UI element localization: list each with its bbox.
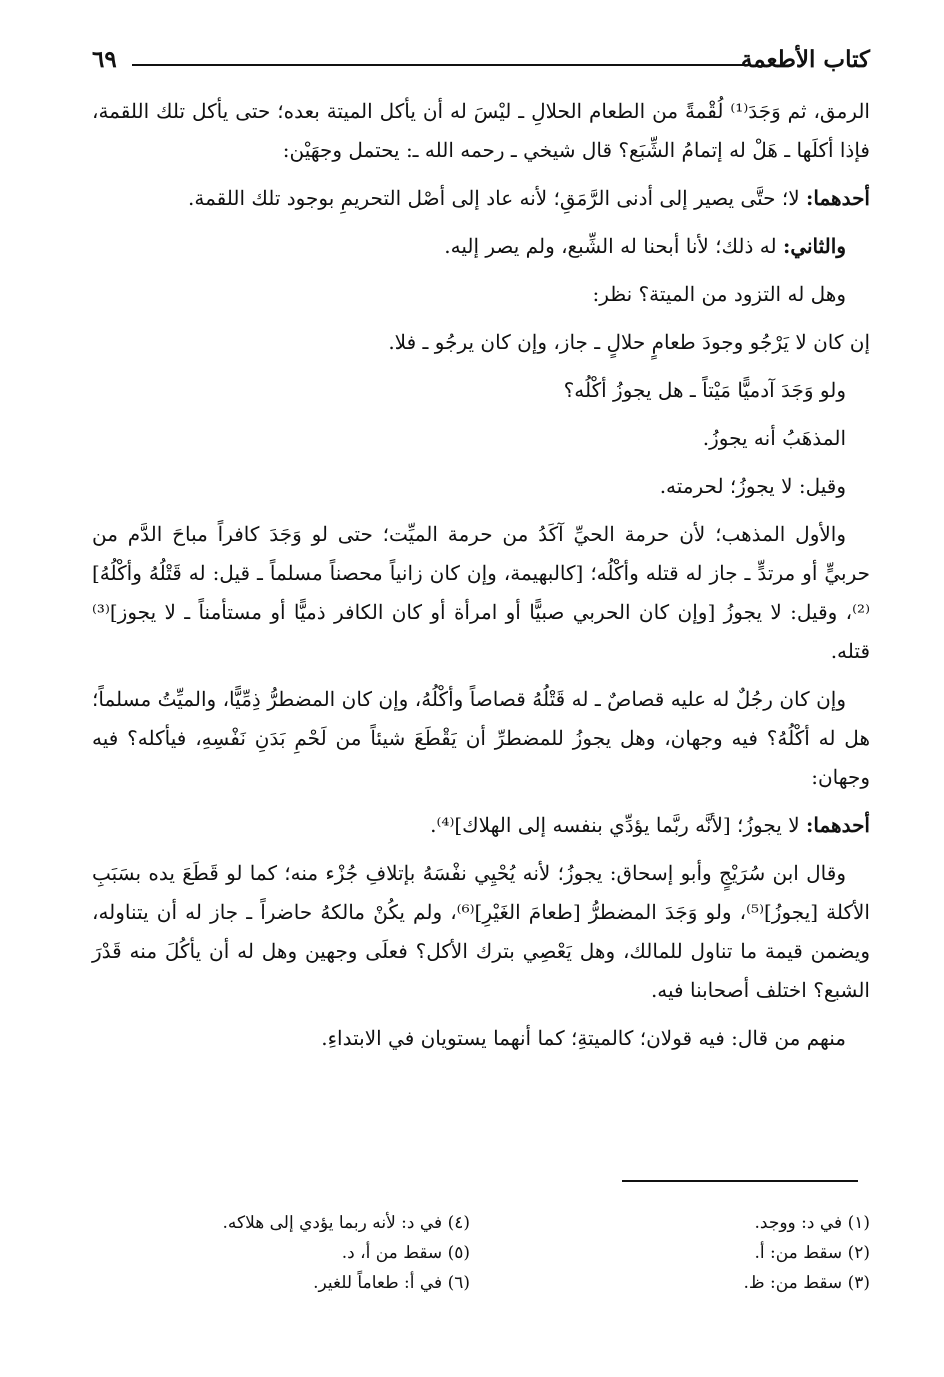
footnote-separator (622, 1180, 858, 1182)
paragraph-6: ولو وَجَدَ آدميًّا مَيْتاً ـ هل يجوزُ أكْلُه؟ (563, 378, 846, 402)
paragraph-13: منهم من قال: فيه قولان؛ كالميتةِ؛ كما أنهما يستويان في الابتداءِ. (321, 1026, 846, 1050)
paragraph-lead: أحدهما: (805, 813, 870, 837)
page-header (92, 40, 870, 80)
paragraph-12: وقال ابن سُرَيْجٍ وأبو إسحاق: يجوزُ؛ لأنه يُحْيِي نفْسَهُ بإتلافِ جُزْء منه؛ كما لو قَطَعَ يده بسَبَبِ الأكلة [يجوزُ]⁽⁵⁾، ولو وَجَدَ المضطرُّ [طعامَ الغَيْرِ]⁽⁶⁾، ولم يكُنْ مالكهُ حاضراً ـ جاز له أن يتناوله، ويضمن قيمة ما تناول للمالك، وهل يَعْصِي بترك الأكل؟ فعلَى وجهين وهل له أن يأكُلَ منه قَدْرَ الشبع؟ اختلف أصحابنا فيه. (92, 861, 870, 1002)
footnote-3: (٣) سقط من: ظ. (743, 1273, 870, 1293)
footnote-column-left (170, 1208, 470, 1298)
footnote-5: (٥) سقط من أ، د. (341, 1243, 470, 1263)
footnote-4: (٤) في د: لأنه ربما يؤدي إلى هلاكه. (222, 1213, 470, 1233)
paragraph-7: المذهَبُ أنه يجوزُ. (702, 426, 846, 450)
main-text (92, 92, 870, 1067)
paragraph-2: أحدهما: لا؛ حتَّى يصير إلى أدنى الرَّمَقِ؛ لأنه عاد إلى أصْل التحريمِ بوجود تلك اللقمة. (187, 186, 870, 210)
paragraph-10: وإن كان رجُلٌ له عليه قصاصٌ ـ له قَتْلُهُ قصاصاً وأكْلُهُ، وإن كان المضطرُّ ذِمِّيًّا، والميِّتُ مسلماً؛ هل له أكْلُهُ؟ فيه وجهان، وهل يجوزُ للمضطرِّ أن يَقْطَعَ شيئاً من لَحْمِ بَدَنِ نَفْسِهِ، فيأكله؟ فيه وجهان: (92, 687, 870, 789)
footnote-6: (٦) في أ: طعاماً للغير. (313, 1273, 470, 1293)
paragraph-lead: أحدهما: (805, 186, 870, 210)
paragraph-3: والثاني: له ذلك؛ لأنا أبحنا له الشِّبع، ولم يصر إليه. (444, 234, 846, 258)
footnote-column-right (570, 1208, 870, 1298)
paragraph-lead: والثاني: (782, 234, 846, 258)
page-number: ٦٩ (92, 46, 117, 73)
footnote-2: (٢) سقط من: أ. (754, 1243, 870, 1263)
footnote-1: (١) في د: ووجد. (754, 1213, 870, 1233)
paragraph-11: أحدهما: لا يجوزُ؛ [لأنَّه ربَّما يؤدِّي بنفسه إلى الهلاك]⁽⁴⁾. (430, 813, 870, 837)
paragraph-8: وقيل: لا يجوزُ؛ لحرمته. (659, 474, 846, 498)
header-rule (132, 64, 750, 66)
paragraph-9: والأول المذهب؛ لأن حرمة الحيِّ آكَدُ من حرمة الميِّت؛ حتى لو وَجَدَ كافراً مباحَ الدَّم من حربيٍّ أو مرتدٍّ ـ جاز له قتله وأكْلُه؛ [كالبهيمة، وإن كان زانياً محصناً مسلماً ـ قيل: له قَتْلُهُ وأكْلُهُ]⁽²⁾، وقيل: لا يجوزُ [وإن كان الحربي صبيًّا أو امرأة أو كان الكافر ذميًّا أو مستأمناً ـ لا يجوز]⁽³⁾ قتله. (92, 522, 870, 663)
paragraph-5: إن كان لا يَرْجُو وجودَ طعامٍ حلالٍ ـ جاز، وإن كان يرجُو ـ فلا. (388, 330, 870, 354)
running-title: كتاب الأطعمة (740, 46, 870, 73)
paragraph-4: وهل له التزود من الميتة؟ نظر: (592, 282, 846, 306)
paragraph-1: الرمق، ثم وَجَدَ⁽¹⁾ لُقْمةً من الطعام الحلالِ ـ ليْسَ له أن يأكل الميتة بعده؛ حتى يأكل تلك اللقمة، فإذا أكلَها ـ هَلْ له إتمامُ الشِّبَع؟ قال شيخي ـ رحمه الله ـ: يحتمل وجهَيْن: (92, 99, 870, 162)
